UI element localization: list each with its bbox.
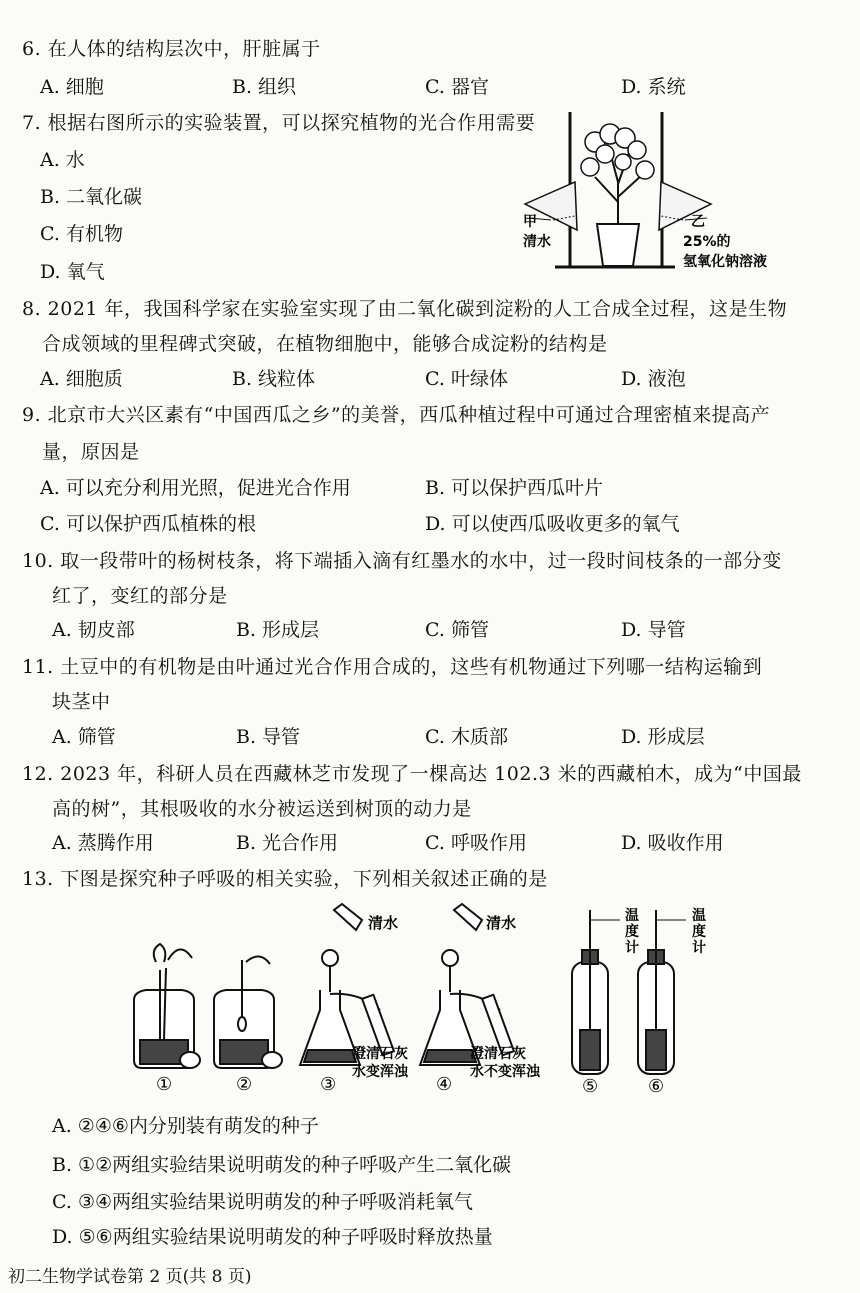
fig7-right-label-2: 25%的 — [683, 234, 731, 250]
question-8-option-c: C. 叶绿体 — [425, 368, 508, 390]
question-11-option-a: A. 筛管 — [52, 726, 116, 748]
fig13-turbid-1: 澄清石灰 — [352, 1046, 408, 1062]
question-12-stem-line2: 高的树”，其根吸收的水分被运送到树顶的动力是 — [52, 798, 472, 820]
jar-1 — [134, 944, 200, 1068]
question-10-stem-line1: 10. 取一段带叶的杨树枝条，将下端插入滴有红墨水的水中，过一段时间枝条的一部分变 — [22, 550, 782, 572]
question-11-stem-line2: 块茎中 — [52, 691, 111, 713]
question-8-stem-line2: 合成领域的里程碑式突破，在植物细胞中，能够合成淀粉的结构是 — [42, 333, 608, 355]
fig13-thermo-2a: 温 — [692, 908, 706, 924]
question-12-option-d: D. 吸收作用 — [621, 832, 724, 854]
question-9-option-d: D. 可以使西瓜吸收更多的氧气 — [425, 513, 680, 535]
question-8-option-a: A. 细胞质 — [40, 368, 123, 390]
question-6-stem: 6. 在人体的结构层次中，肝脏属于 — [22, 38, 321, 60]
fig13-turbid-2: 水变浑浊 — [352, 1064, 408, 1080]
question-8-stem-line1: 8. 2021 年，我国科学家在实验室实现了由二氧化碳到淀粉的人工合成全过程，这是生物 — [22, 298, 788, 320]
question-10-option-d: D. 导管 — [621, 619, 686, 641]
fig13-water-1: 清水 — [368, 914, 399, 932]
question-9-stem-line2: 量，原因是 — [42, 441, 140, 463]
question-11-option-b: B. 导管 — [236, 726, 301, 748]
fig13-thermo-2c: 计 — [692, 940, 706, 956]
fig13-label-4: ④ — [436, 1074, 453, 1095]
question-9-option-a: A. 可以充分利用光照，促进光合作用 — [40, 477, 351, 499]
question-6-option-c: C. 器官 — [425, 76, 489, 98]
jar-2 — [214, 956, 282, 1068]
question-13-stem: 13. 下图是探究种子呼吸的相关实验，下列相关叙述正确的是 — [22, 868, 548, 890]
question-12-option-c: C. 呼吸作用 — [425, 832, 527, 854]
question-6-option-a: A. 细胞 — [40, 76, 104, 98]
fig7-right-label-1: 乙 — [691, 214, 705, 230]
question-8-option-b: B. 线粒体 — [232, 368, 316, 390]
question-11-option-c: C. 木质部 — [425, 726, 508, 748]
question-6-option-b: B. 组织 — [232, 76, 297, 98]
question-9-stem-line1: 9. 北京市大兴区素有“中国西瓜之乡”的美誉，西瓜种植过程中可通过合理密植来提高产 — [22, 404, 771, 426]
fig13-label-3: ③ — [320, 1074, 337, 1095]
question-13-option-c: C. ③④两组实验结果说明萌发的种子呼吸消耗氧气 — [52, 1191, 474, 1213]
question-6-option-d: D. 系统 — [621, 76, 686, 98]
question-13-option-b: B. ①②两组实验结果说明萌发的种子呼吸产生二氧化碳 — [52, 1154, 512, 1176]
fig13-clear-2: 水不变浑浊 — [470, 1064, 540, 1080]
fig7-left-label-1: 甲 — [523, 214, 537, 230]
question-8-option-d: D. 液泡 — [621, 368, 686, 390]
fig13-thermo-1b: 度 — [625, 924, 639, 940]
question-12-option-b: B. 光合作用 — [236, 832, 339, 854]
question-11-stem-line1: 11. 土豆中的有机物是由叶通过光合作用合成的，这些有机物通过下列哪一结构运输到 — [22, 656, 763, 678]
figure-13-seed-respiration — [120, 900, 720, 1100]
fig7-right-label-3: 氢氧化钠溶液 — [683, 254, 767, 270]
fig13-water-2: 清水 — [486, 914, 517, 932]
fig13-thermo-2b: 度 — [692, 924, 706, 940]
question-12-option-a: A. 蒸腾作用 — [52, 832, 154, 854]
fig13-label-5: ⑤ — [582, 1076, 599, 1097]
fig7-left-label-2: 清水 — [523, 234, 551, 250]
question-13-option-a: A. ②④⑥内分别装有萌发的种子 — [52, 1115, 319, 1137]
question-7-option-d: D. 氧气 — [40, 261, 105, 283]
question-9-option-c: C. 可以保护西瓜植株的根 — [40, 513, 256, 535]
fig13-label-2: ② — [236, 1074, 253, 1095]
fig13-label-6: ⑥ — [648, 1076, 665, 1097]
question-10-stem-line2: 红了，变红的部分是 — [52, 585, 228, 607]
question-12-stem-line1: 12. 2023 年，科研人员在西藏林芝市发现了一棵高达 102.3 米的西藏柏木，成为“中国最 — [22, 763, 802, 785]
question-10-option-b: B. 形成层 — [236, 619, 320, 641]
question-7-option-a: A. 水 — [40, 149, 85, 171]
fig13-thermo-1c: 计 — [625, 940, 639, 956]
question-10-option-a: A. 韧皮部 — [52, 619, 135, 641]
fig13-clear-1: 澄清石灰 — [470, 1046, 526, 1062]
thermos-6 — [638, 910, 686, 1074]
fig13-thermo-1a: 温 — [625, 908, 639, 924]
question-7-option-b: B. 二氧化碳 — [40, 186, 143, 208]
question-7-option-c: C. 有机物 — [40, 223, 123, 245]
question-13-option-d: D. ⑤⑥两组实验结果说明萌发的种子呼吸时释放热量 — [52, 1226, 493, 1248]
question-7-stem: 7. 根据右图所示的实验装置，可以探究植物的光合作用需要 — [22, 112, 536, 134]
thermos-5 — [572, 910, 620, 1074]
fig13-label-1: ① — [156, 1074, 173, 1095]
page-footer: 初二生物学试卷第 2 页(共 8 页) — [8, 1267, 252, 1287]
question-11-option-d: D. 形成层 — [621, 726, 705, 748]
question-9-option-b: B. 可以保护西瓜叶片 — [425, 477, 604, 499]
figure-7-plant-apparatus — [515, 112, 815, 272]
question-10-option-c: C. 筛管 — [425, 619, 489, 641]
